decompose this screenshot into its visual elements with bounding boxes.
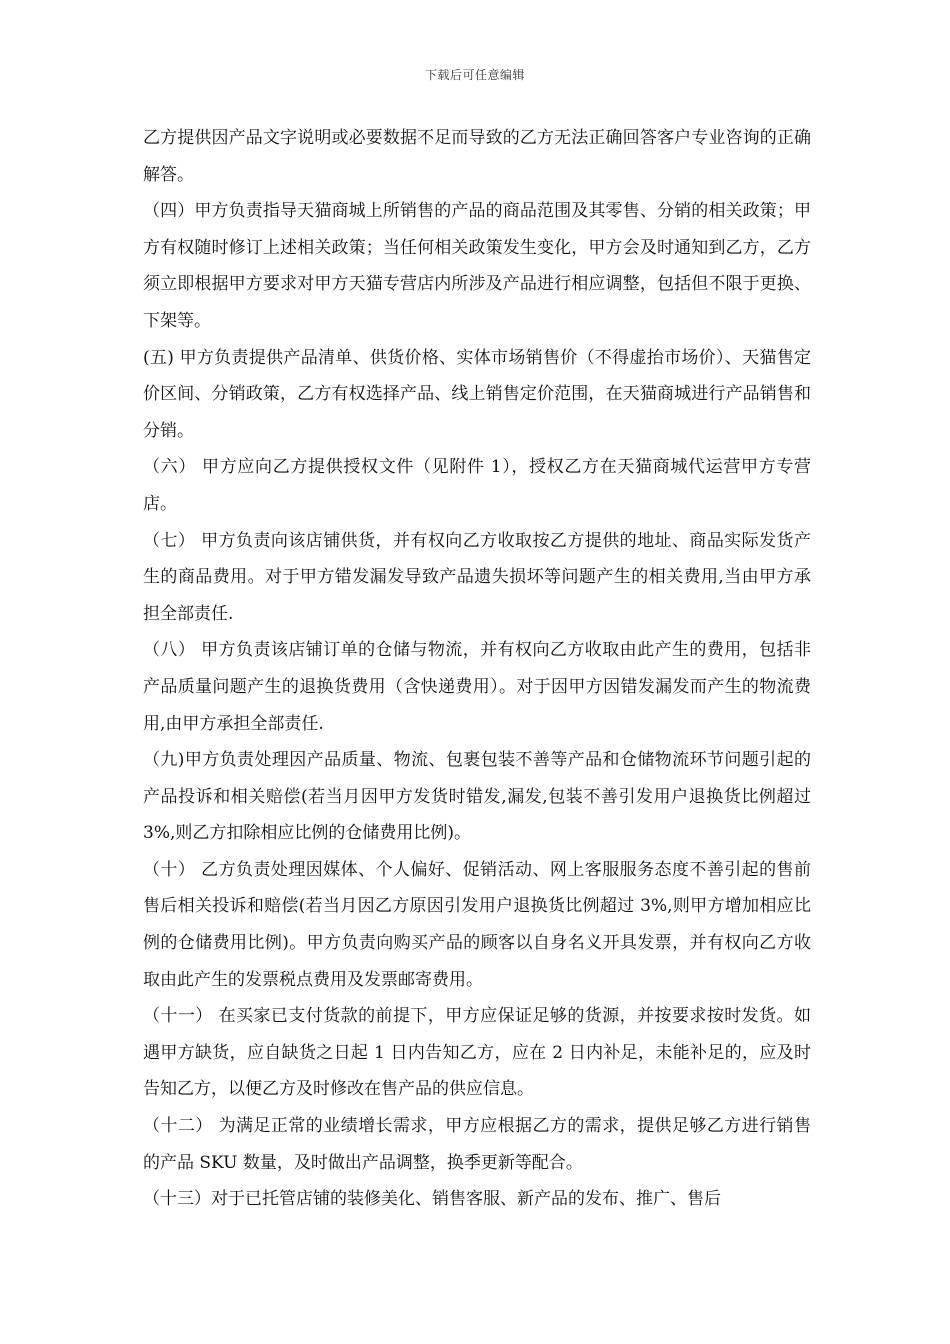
paragraph-clause-13: （十三）对于已托管店铺的装修美化、销售客服、新产品的发布、推广、售后 [143,1189,721,1210]
paragraph-clause-10: （十） 乙方负责处理因媒体、个人偏好、促销活动、网上客服服务态度不善引起的售前售后相关投诉和赔偿(若当月因乙方原因引发用户退换货比例超过 3%,则甲方增加相应比例的仓储费用比例)。甲方负责向购买产品的顾客以自身名义开具发票，并有权向乙方收取由此产生的发票税点费用及发票邮寄费用。 [143,859,811,990]
header-note: 下载后可任意编辑 [424,68,525,82]
paragraph-clause-6: （六） 甲方应向乙方提供授权文件（见附件 1），授权乙方在天猫商城代运营甲方专营店。 [143,457,811,514]
paragraph-clause-8: （八） 甲方负责该店铺订单的仓储与物流，并有权向乙方收取由此产生的费用，包括非产品质量问题产生的退换货费用（含快递费用）。对于因甲方因错发漏发而产生的物流费用,由甲方承担全部责任. [143,640,811,734]
paragraph-clause-11: （十一） 在买家已支付货款的前提下，甲方应保证足够的货源，并按要求按时发货。如遇甲方缺货，应自缺货之日起 1 日内告知乙方，应在 2 日内补足，未能补足的，应及时告知乙方，以便乙方及时修改在售产品的供应信息。 [143,1006,811,1100]
paragraph-clause-7: （七） 甲方负责向该店铺供货，并有权向乙方收取按乙方提供的地址、商品实际发货产生的商品费用。对于甲方错发漏发导致产品遗失损坏等问题产生的相关费用,当由甲方承担全部责任. [143,530,811,624]
paragraph-clause-12: （十二） 为满足正常的业绩增长需求，甲方应根据乙方的需求，提供足够乙方进行销售的产品 SKU 数量，及时做出产品调整，换季更新等配合。 [143,1116,811,1173]
document-body [143,120,811,1218]
paragraph-clause-5: (五) 甲方负责提供产品清单、供货价格、实体市场销售价（不得虚抬市场价）、天猫售定价区间、分销政策，乙方有权选择产品、线上销售定价范围，在天猫商城进行产品销售和分销。 [143,347,811,441]
paragraph-intro: 乙方提供因产品文字说明或必要数据不足而导致的乙方无法正确回答客户专业咨询的正确解答。 [143,128,811,185]
paragraph-clause-9: （九)甲方负责处理因产品质量、物流、包裹包装不善等产品和仓储物流环节问题引起的产品投诉和相关赔偿(若当月因甲方发货时错发,漏发,包装不善引发用户退换货比例超过 3%,则乙方扣除相应比例的仓储费用比例)。 [143,750,811,844]
paragraph-clause-4: （四）甲方负责指导天猫商城上所销售的产品的商品范围及其零售、分销的相关政策；甲方有权随时修订上述相关政策；当任何相关政策发生变化，甲方会及时通知到乙方，乙方须立即根据甲方要求对甲方天猫专营店内所涉及产品进行相应调整，包括但不限于更换、下架等。 [143,201,811,331]
